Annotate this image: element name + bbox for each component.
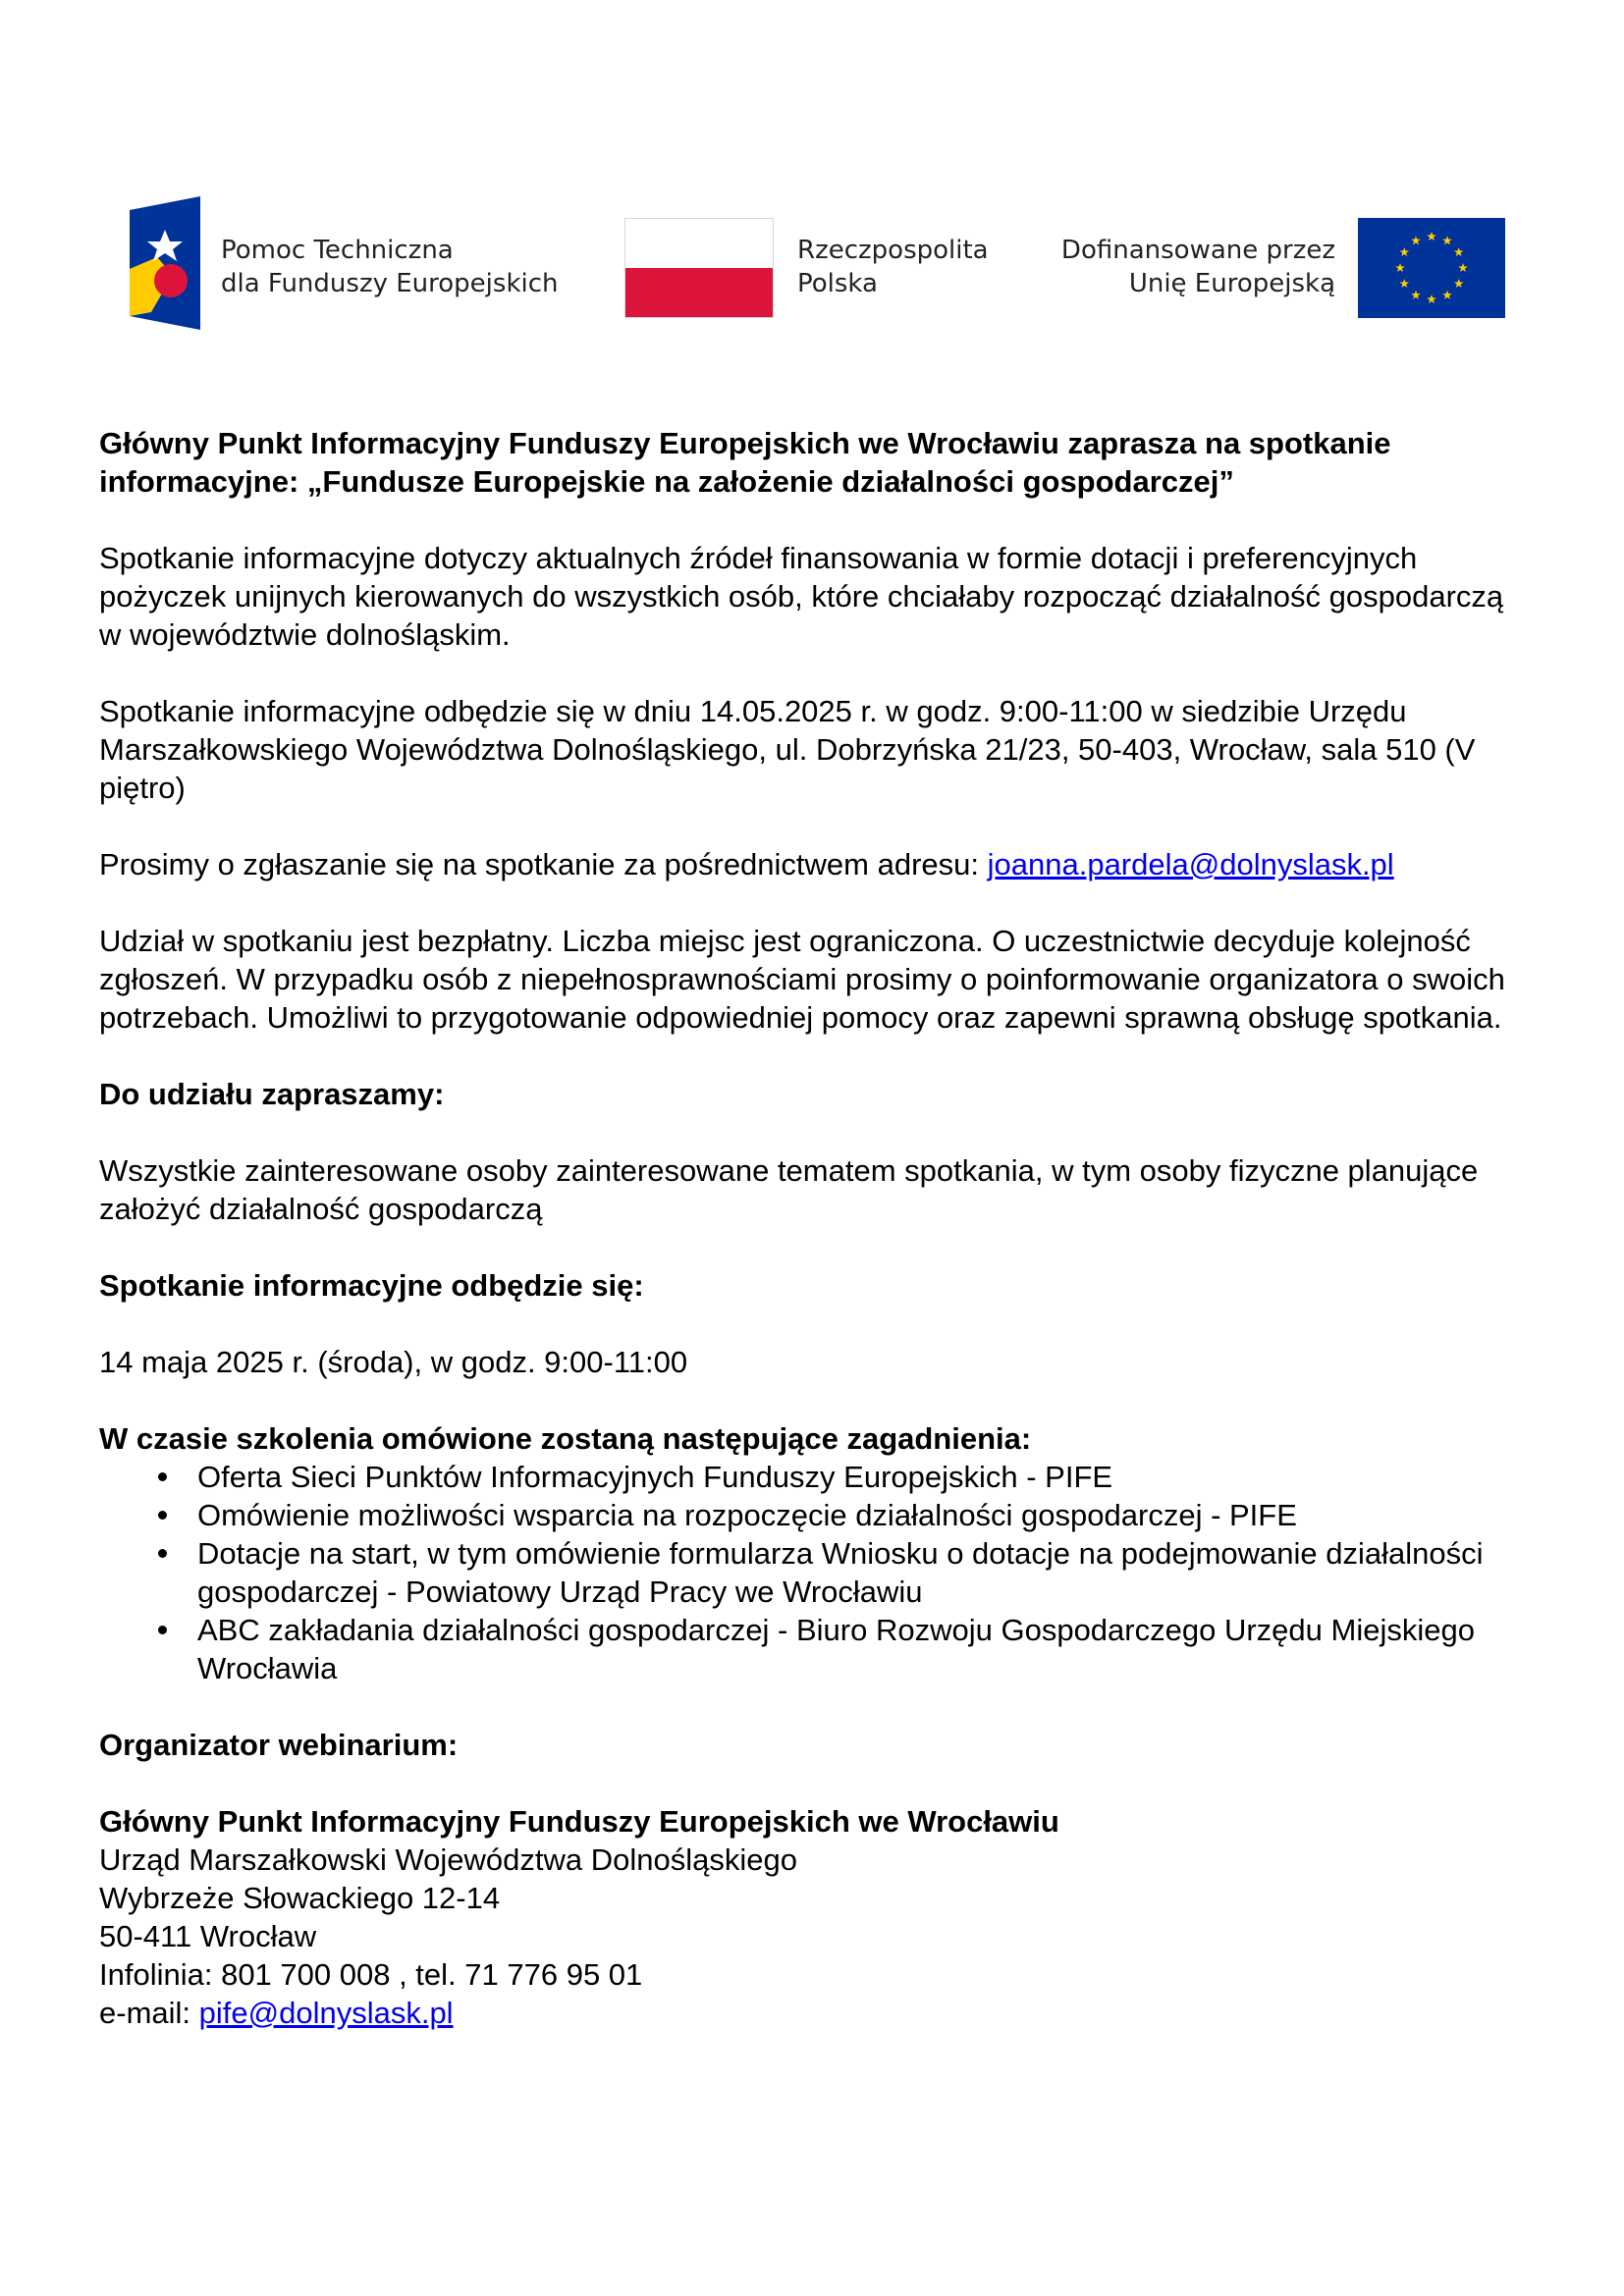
topics-list [99, 1458, 1533, 1687]
eu-logo-text [1051, 234, 1335, 300]
invite-paragraph: Wszystkie zainteresowane osoby zainteresowane tematem spotkania, w tym osoby fizyczne planujące założyć działalność gospodarczą [99, 1153, 1479, 1226]
registration-text: Prosimy o zgłaszanie się na spotkanie za pośrednictwem adresu: [99, 847, 988, 881]
participation-paragraph: Udział w spotkaniu jest bezpłatny. Liczba miejsc jest ograniczona. O uczestnictwie decyduje kolejność zgłoszeń. W przypadku osób z niepełnosprawnościami prosimy o poinformowanie organizatora o swoich potrzebach. Umożliwi to przygotowanie odpowiedniej pomocy oraz zapewni sprawną obsługę spotkania. [99, 924, 1505, 1035]
ptfe-logo-line1: Pomoc Techniczna [221, 236, 454, 265]
organizer-name: Główny Punkt Informacyjny Funduszy Europejskich we Wrocławiu [99, 1804, 1059, 1839]
page-title: Główny Punkt Informacyjny Funduszy Europejskich we Wrocławiu zaprasza na spotkanie informacyjne: „Fundusze Europejskie na założenie działalności gospodarczej” [99, 426, 1391, 499]
date-heading: Spotkanie informacyjne odbędzie się: [99, 1268, 644, 1303]
date-paragraph: 14 maja 2025 r. (środa), w godz. 9:00-11:00 [99, 1345, 688, 1379]
organizer-email-label: e-mail: [99, 1996, 199, 2030]
eu-logo-line2: Unię Europejską [1128, 269, 1335, 298]
registration-paragraph [99, 845, 1533, 883]
organizer-email-link[interactable]: pife@dolnyslask.pl [198, 1996, 454, 2030]
ptfe-logo-line2: dla Funduszy Europejskich [221, 269, 559, 298]
registration-email-link[interactable]: joanna.pardela@dolnyslask.pl [987, 847, 1394, 881]
organizer-phone: Infolinia: 801 700 008 , tel. 71 776 95 01 [99, 1957, 643, 1992]
document-body [99, 424, 1533, 2032]
rp-logo-line2: Polska [797, 269, 878, 298]
topic-item: Dotacje na start, w tym omówienie formularza Wniosku o dotacje na podejmowanie działalności gospodarczej - Powiatowy Urząd Pracy we Wrocławiu [99, 1534, 1533, 1611]
invite-heading: Do udziału zapraszamy: [99, 1077, 445, 1111]
topics-heading: W czasie szkolenia omówione zostaną następujące zagadnienia: [99, 1421, 1032, 1456]
eu-logo-line1: Dofinansowane przez [1060, 236, 1335, 265]
logo-bar [0, 0, 1624, 353]
rp-logo-text [797, 234, 989, 300]
topic-item: Omówienie możliwości wsparcia na rozpoczęcie działalności gospodarczej - PIFE [99, 1496, 1533, 1534]
organizer-address-line1: Urząd Marszałkowski Województwa Dolnośląskiego [99, 1842, 797, 1877]
venue-paragraph: Spotkanie informacyjne odbędzie się w dniu 14.05.2025 r. w godz. 9:00-11:00 w siedzibie Urzędu Marszałkowskiego Województwa Dolnośląskiego, ul. Dobrzyńska 21/23, 50-403, Wrocław, sala 510 (V piętro) [99, 694, 1476, 805]
eu-flag-icon [1358, 218, 1505, 318]
organizer-address-line3: 50-411 Wrocław [99, 1919, 317, 1953]
fundusze-europejskie-logo-icon [130, 196, 200, 330]
topic-item: ABC zakładania działalności gospodarczej - Biuro Rozwoju Gospodarczego Urzędu Miejskiego Wrocławia [99, 1611, 1533, 1687]
rp-logo-line1: Rzeczpospolita [797, 236, 989, 265]
intro-paragraph: Spotkanie informacyjne dotyczy aktualnych źródeł finansowania w formie dotacji i preferencyjnych pożyczek unijnych kierowanych do wszystkich osób, które chciałaby rozpocząć działalność gospodarczą w województwie dolnośląskim. [99, 541, 1504, 652]
organizer-heading: Organizator webinarium: [99, 1728, 459, 1762]
ptfe-logo-text [221, 234, 559, 300]
organizer-address-line2: Wybrzeże Słowackiego 12-14 [99, 1881, 501, 1915]
topic-item: Oferta Sieci Punktów Informacyjnych Funduszy Europejskich - PIFE [99, 1458, 1533, 1496]
organizer-email-line [99, 1994, 1533, 2032]
polish-flag-icon [624, 218, 774, 318]
